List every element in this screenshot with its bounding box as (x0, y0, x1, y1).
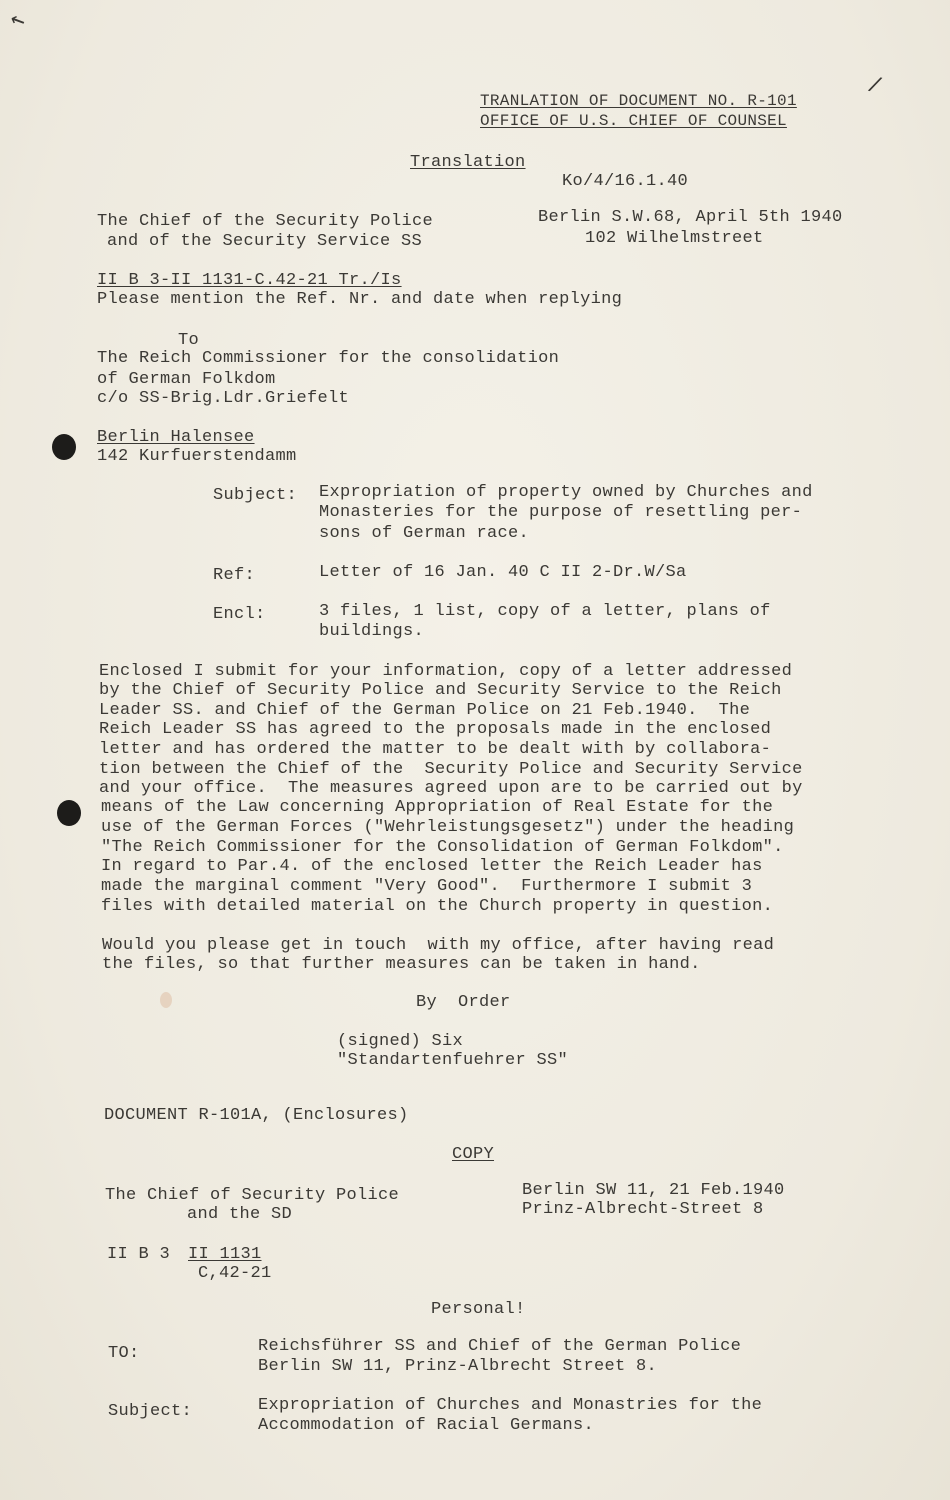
copy-sender-line-1: The Chief of Security Police (105, 1186, 400, 1205)
body-line: tion between the Chief of the Security Police and Security Service (99, 760, 803, 779)
addressee-line: The Reich Commissioner for the consolidation (97, 349, 560, 368)
copy-to-line: Reichsführer SS and Chief of the German Police (258, 1337, 742, 1356)
body-line: Leader SS. and Chief of the German Police on 21 Feb.1940. The (99, 701, 751, 720)
body-line: Reich Leader SS has agreed to the proposals made in the enclosed (99, 720, 772, 739)
copy-to-label: TO: (108, 1344, 140, 1363)
document-number: TRANLATION OF DOCUMENT NO. R-101 (480, 92, 797, 110)
body-line: letter and has ordered the matter to be dealt with by collabora- (99, 740, 772, 759)
personal-label: Personal! (431, 1300, 526, 1319)
file-reference: II B 3-II 1131-C.42-21 Tr./Is (97, 271, 402, 290)
copy-ref-sub: C,42-21 (198, 1264, 272, 1283)
subject-line: sons of German race. (319, 524, 530, 543)
copy-ref-number: II 1131 (188, 1245, 262, 1264)
body-line: by the Chief of Security Police and Security Service to the Reich (99, 681, 782, 700)
body-line: use of the German Forces ("Wehrleistungsgesetz") under the heading (101, 818, 795, 837)
signature-line: (signed) Six (337, 1032, 464, 1051)
sender-street: 102 Wilhelmstreet (585, 229, 764, 248)
sender-line-1: The Chief of the Security Police (97, 212, 434, 231)
stain-mark (160, 992, 172, 1008)
corner-scratch-mark: ↖ (5, 5, 31, 36)
copy-subject-line: Accommodation of Racial Germans. (258, 1416, 595, 1435)
copy-label: COPY (452, 1145, 495, 1164)
by-order: By Order (416, 993, 511, 1012)
copy-subject-line: Expropriation of Churches and Monastries for the (258, 1396, 763, 1415)
subject-line: Expropriation of property owned by Churches and (319, 483, 813, 502)
addressee-line: c/o SS-Brig.Ldr.Griefelt (97, 389, 350, 408)
sender-line-2: and of the Security Service SS (107, 232, 423, 251)
body-line: Enclosed I submit for your information, copy of a letter addressed (99, 662, 793, 681)
copy-place-date: Berlin SW 11, 21 Feb.1940 (522, 1181, 785, 1200)
enclosure-line: buildings. (319, 622, 425, 641)
punch-hole-lower (57, 800, 81, 826)
closing-line: the files, so that further measures can be taken in hand. (102, 955, 701, 974)
margin-tick-mark: / (864, 72, 885, 101)
closing-line: Would you please get in touch with my office, after having read (102, 936, 775, 955)
ref-label: Ref: (213, 566, 256, 585)
copy-street: Prinz-Albrecht-Street 8 (522, 1200, 764, 1219)
copy-to-line: Berlin SW 11, Prinz-Albrecht Street 8. (258, 1357, 658, 1376)
reference-code: Ko/4/16.1.40 (562, 172, 689, 191)
copy-ref-prefix: II B 3 (107, 1245, 171, 1264)
subject-line: Monasteries for the purpose of resettling per- (319, 503, 803, 522)
body-line: files with detailed material on the Church property in question. (101, 897, 774, 916)
copy-sender-line-2: and the SD (187, 1205, 293, 1224)
copy-subject-label: Subject: (108, 1402, 193, 1421)
addressee-street: 142 Kurfuerstendamm (97, 447, 297, 466)
punch-hole-upper (52, 434, 76, 460)
translation-title: Translation (410, 153, 526, 172)
office-label: OFFICE OF U.S. CHIEF OF COUNSEL (480, 112, 787, 130)
signature-rank: "Standartenfuehrer SS" (337, 1051, 569, 1070)
to-label: To (178, 331, 200, 350)
reply-instruction: Please mention the Ref. Nr. and date when replying (97, 290, 623, 309)
body-line: made the marginal comment "Very Good". Furthermore I submit 3 (101, 877, 753, 896)
place-date: Berlin S.W.68, April 5th 1940 (538, 208, 843, 227)
body-line: "The Reich Commissioner for the Consolidation of German Folkdom". (101, 838, 784, 857)
body-line: In regard to Par.4. of the enclosed letter the Reich Leader has (101, 857, 763, 876)
enclosure-line: 3 files, 1 list, copy of a letter, plans of (319, 602, 771, 621)
ref-text: Letter of 16 Jan. 40 C II 2-Dr.W/Sa (319, 563, 687, 582)
body-line: and your office. The measures agreed upon are to be carried out by (99, 779, 803, 798)
subject-label: Subject: (213, 486, 298, 505)
enclosure-document-label: DOCUMENT R-101A, (Enclosures) (104, 1106, 409, 1125)
addressee-line: of German Folkdom (97, 370, 276, 389)
enclosure-label: Encl: (213, 605, 266, 624)
addressee-city: Berlin Halensee (97, 428, 255, 447)
body-line: means of the Law concerning Appropriation of Real Estate for the (101, 798, 774, 817)
